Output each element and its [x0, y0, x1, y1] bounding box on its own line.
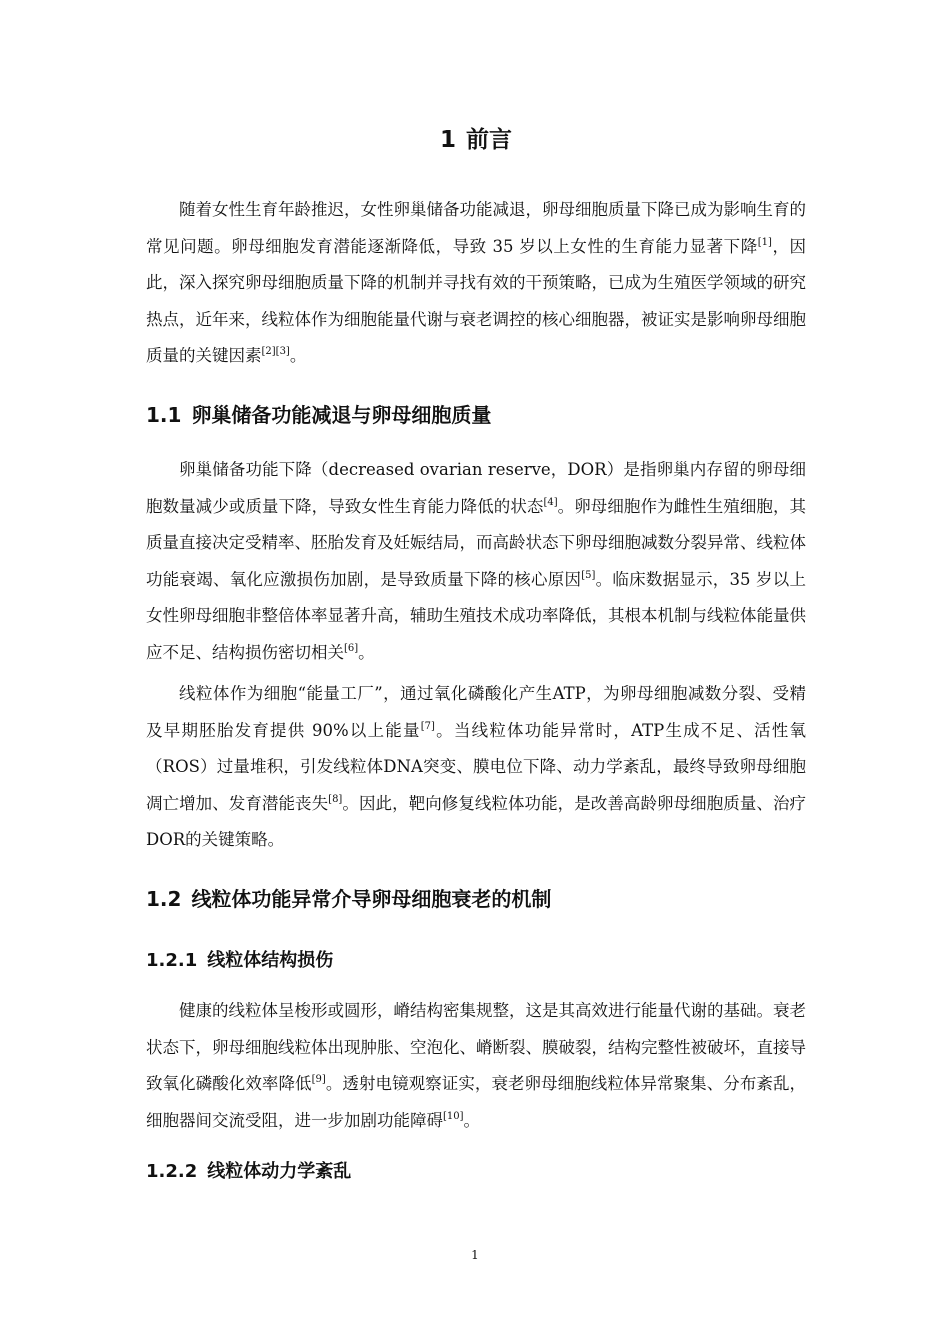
- subsection-title: 线粒体结构损伤: [207, 950, 334, 971]
- paragraph-text: 。临床数据显示，35 岁以上女性卵母细胞非整倍体率显著升高，辅助生殖技术成功率降低，其根本机制与线粒体能量供应不足、结构损伤密切相关: [146, 569, 806, 662]
- paragraph-text: 线粒体作为细胞“能量工厂”，通过氧化磷酸化产生ATP，为卵母细胞减数分裂、受精及早期胚胎发育提供 90%以上能量: [146, 684, 806, 740]
- paragraph-text: 。因此，靶向修复线粒体功能，是改善高龄卵母细胞质量、治疗DOR的关键策略。: [146, 793, 807, 849]
- subsection-heading-1-2-1: [146, 947, 333, 975]
- citation-ref[interactable]: [1]: [757, 236, 772, 248]
- section-1-1-paragraph-1: [146, 452, 806, 671]
- subsection-title: 线粒体动力学紊乱: [207, 1161, 352, 1182]
- section-title: 线粒体功能异常介导卵母细胞衰老的机制: [191, 887, 552, 911]
- section-1-1-paragraph-2: [146, 676, 806, 859]
- citation-ref[interactable]: [7]: [420, 720, 435, 732]
- page-number: 1: [471, 1248, 479, 1262]
- paragraph-text: 。: [463, 1110, 481, 1130]
- citation-ref[interactable]: [2][3]: [261, 346, 290, 357]
- citation-ref[interactable]: [4]: [543, 496, 558, 508]
- subsection-number: 1.2.1: [146, 950, 198, 971]
- section-heading-1-2: [146, 884, 551, 914]
- paragraph-text: 。透射电镜观察证实，衰老卵母细胞线粒体异常聚集、分布紊乱，细胞器间交流受阻，进一步加剧功能障碍: [146, 1074, 807, 1130]
- section-number: 1.2: [146, 887, 182, 911]
- paragraph-text: 卵巢储备功能下降（decreased ovarian reserve，DOR）是指卵巢内存留的卵母细胞数量减少或质量下降，导致女性生育能力降低的状态: [146, 460, 806, 516]
- citation-ref[interactable]: [5]: [581, 569, 596, 581]
- section-title: 卵巢储备功能减退与卵母细胞质量: [191, 403, 492, 427]
- intro-text-1: 随着女性生育年龄推迟，女性卵巢储备功能减退，卵母细胞质量下降已成为影响生育的常见问题。卵母细胞发育潜能逐渐降低，导致 35 岁以上女性的生育能力显著下降: [146, 200, 806, 256]
- paragraph-text: 。卵母细胞作为雌性生殖细胞，其质量直接决定受精率、胚胎发育及妊娠结局，而高龄状态下卵母细胞减数分裂异常、线粒体功能衰竭、氧化应激损伤加剧，是导致质量下降的核心原因: [146, 496, 807, 589]
- section-1-2-1-paragraph: [146, 993, 806, 1139]
- citation-ref[interactable]: [6]: [344, 642, 359, 654]
- intro-text-3: 。: [289, 346, 307, 365]
- intro-text-2: ，因此，深入探究卵母细胞质量下降的机制并寻找有效的干预策略，已成为生殖医学领域的研究热点，近年来，线粒体作为细胞能量代谢与衰老调控的核心细胞器，被证实是影响卵母细胞质量的关键因素: [146, 236, 806, 365]
- intro-paragraph: [146, 192, 806, 375]
- paragraph-text: 健康的线粒体呈梭形或圆形，嵴结构密集规整，这是其高效进行能量代谢的基础。衰老状态下，卵母细胞线粒体出现肿胀、空泡化、嵴断裂、膜破裂，结构完整性被破坏，直接导致氧化磷酸化效率降低: [146, 1001, 806, 1093]
- chapter-number: 1: [439, 127, 456, 153]
- citation-ref[interactable]: [9]: [311, 1074, 326, 1085]
- chapter-heading: [146, 122, 806, 158]
- section-number: 1.1: [146, 403, 182, 427]
- paragraph-text: 。: [358, 642, 375, 662]
- subsection-heading-1-2-2: [146, 1158, 351, 1186]
- citation-ref[interactable]: [10]: [443, 1110, 464, 1122]
- citation-ref[interactable]: [8]: [328, 793, 343, 805]
- subsection-number: 1.2.2: [146, 1161, 198, 1182]
- paragraph-text: 。当线粒体功能异常时，ATP生成不足、活性氧（ROS）过量堆积，引发线粒体DNA突变、膜电位下降、动力学紊乱，最终导致卵母细胞凋亡增加、发育潜能丧失: [146, 720, 807, 813]
- section-heading-1-1: [146, 400, 491, 430]
- chapter-title: 前言: [466, 127, 512, 153]
